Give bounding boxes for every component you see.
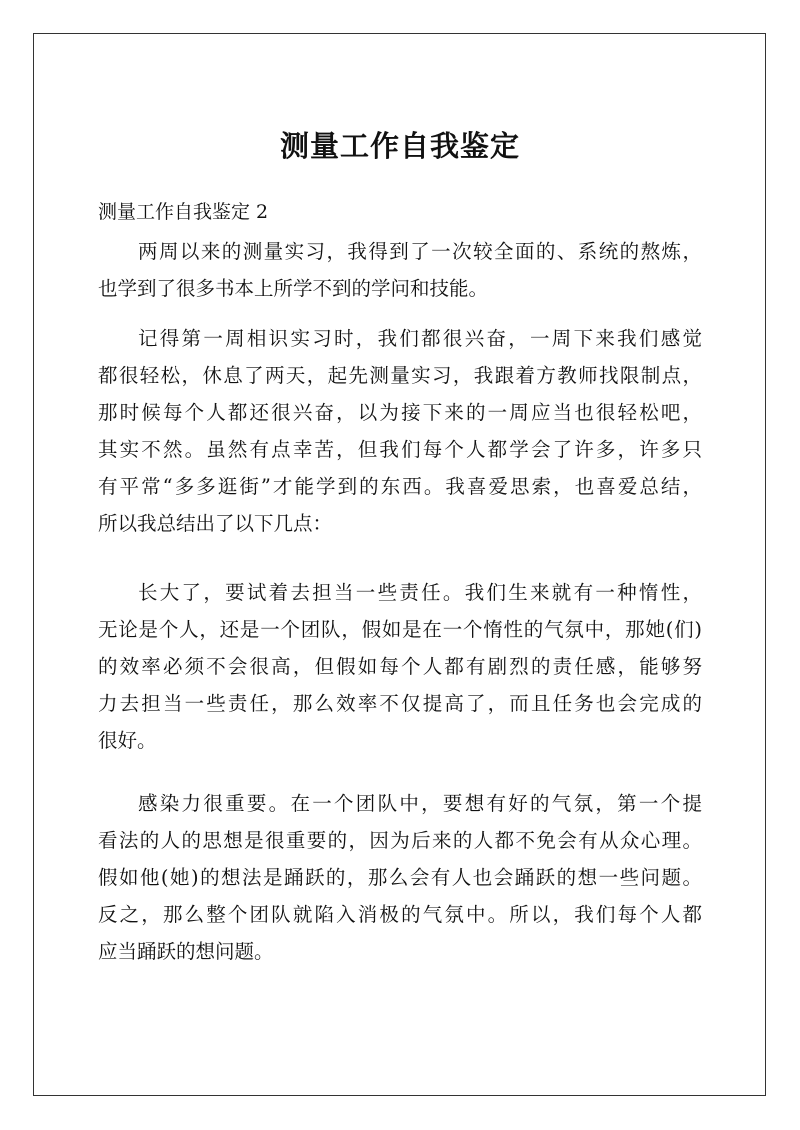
paragraph-line: 那时候每个人都还很兴奋，以为接下来的一周应当也很轻松吧，	[98, 401, 702, 424]
paragraph-3	[98, 574, 702, 759]
paragraph-line: 有平常“多多逛街”才能学到的东西。我喜爱思索，也喜爱总结，	[98, 475, 702, 498]
paragraph-line: 都很轻松，休息了两天，起先测量实习，我跟着方教师找限制点，	[98, 364, 702, 387]
paragraph-line: 其实不然。虽然有点幸苦，但我们每个人都学会了许多，许多只	[98, 438, 702, 461]
paragraph-line: 所以我总结出了以下几点：	[98, 512, 333, 535]
paragraph-line: 应当踊跃的想问题。	[98, 940, 274, 963]
paragraph-line: 看法的人的思想是很重要的，因为后来的人都不免会有从众心理。	[98, 829, 702, 852]
paragraph-line: 的效率必须不会很高，但假如每个人都有剧烈的责任感，能够努	[98, 655, 702, 678]
paragraph-line: 反之，那么整个团队就陷入消极的气氛中。所以，我们每个人都	[98, 903, 702, 926]
paragraph-line: 两周以来的测量实习，我得到了一次较全面的、系统的熬炼，	[138, 240, 702, 263]
paragraph-line: 记得第一周相识实习时，我们都很兴奋，一周下来我们感觉	[138, 327, 702, 350]
paragraph-line: 感染力很重要。在一个团队中，要想有好的气氛，第一个提	[138, 792, 702, 815]
paragraph-line: 长大了，要试着去担当一些责任。我们生来就有一种惰性，	[138, 581, 702, 604]
paragraph-2	[98, 320, 702, 542]
document-title: 测量工作自我鉴定	[279, 129, 520, 163]
paragraph-4	[98, 785, 702, 970]
paragraph-line: 力去担当一些责任，那么效率不仅提高了，而且任务也会完成的	[98, 692, 702, 715]
paragraph-1	[98, 233, 702, 307]
paragraph-line: 很好。	[98, 729, 157, 752]
document-subtitle: 测量工作自我鉴定 2	[98, 201, 269, 223]
paragraph-line: 无论是个人，还是一个团队，假如是在一个惰性的气氛中，那她(们)	[98, 618, 702, 641]
paragraph-line: 假如他(她)的想法是踊跃的，那么会有人也会踊跃的想一些问题。	[98, 866, 702, 889]
paragraph-line: 也学到了很多书本上所学不到的学问和技能。	[98, 277, 489, 300]
